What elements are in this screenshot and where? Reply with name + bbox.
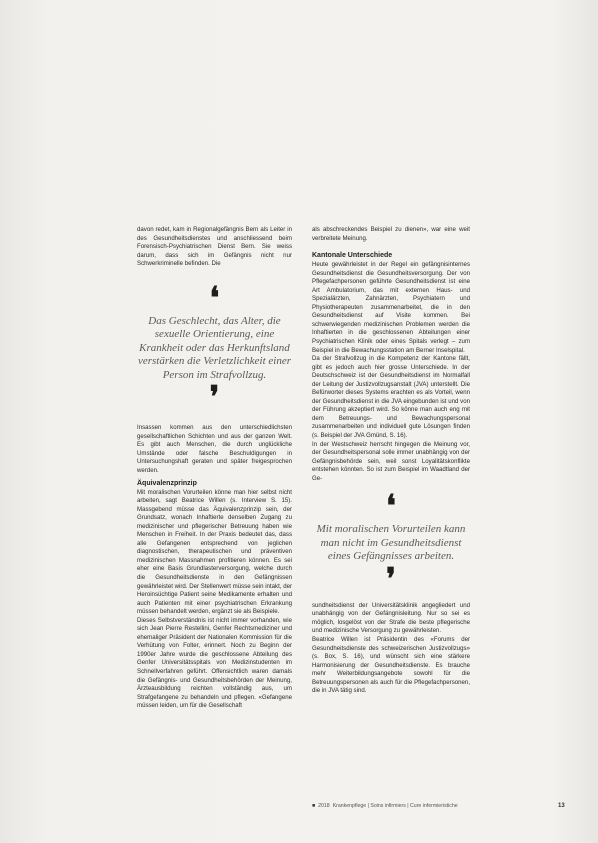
right-body-paragraph-1: Heute gewährleistet in der Regel ein gefängnisinternes Gesundheitsdienst die Gesundheitsversorgung. Der von Pflegefachpersonen geführte Gesundheitsdienst ist eine Art Ambulatorium, das mit externen Haus- und Spezialärzten, Zahnärzten, Psychiatern und Physiotherapeuten zusammenarbeitet, die in den Gesundheitsdienst auf Visite kommen. Bei schwerwiegenden medizinischen Problemen werden die Inhaftierten in die geschlossenen Abteilungen einer Psychiatrischen Klinik oder eines Spitals verlegt – zum Beispiel in die Bewachungsstation am Berner Inselspital. [312, 261, 470, 354]
pull-quote-text: Das Geschlecht, das Alter, die sexuelle Orientierung, eine Krankheit oder das Herkunftsland verstärken die Verletzlichkeit einer Person im Strafvollzug. [137, 314, 292, 381]
footer-bullet-icon: ■ [312, 803, 316, 809]
left-body-paragraph-2: Dieses Selbstverständnis ist nicht immer vorhanden, wie sich Jean Pierre Restellini, Genfer Rechtsmediziner und ehemaliger Präsident der Nationalen Kommission für die Verhütung von Folter, erinnert. Noch zu Beginn der 1990er Jahre wurde die geschlossene Abteilung des Genfer Universitätsspitals von Medizinstudenten im Schnellverfahren geführt. Offensichtlich waren damals die Gefängnis- und Gesundheitsbehörden der Meinung, Ärzteausbildung reichten vollständig aus, um Strafgefangene zu behandeln und pflegen. «Gefangene müssen leiden, um für die Gesellschaft [137, 616, 292, 710]
section-heading-kantonale-unterschiede: Kantonale Unterschiede [312, 252, 393, 260]
right-body-paragraph-2: Da der Strafvollzug in die Kompetenz der Kantone fällt, gibt es jedoch auch hier grosse Unterschiede. In der Deutschschweiz ist der Gesundheitsdienst im Normalfall der Leitung der Justizvollzugsanstalt (JVA) unterstellt. Die Befürworter dieses Systems erachten es als Vorteil, wenn der Gesundheitsdienst in die JVA eingebunden ist und von der Führung akzeptiert wird. So könne man auch eng mit dem Betreuungs- und Bewachungspersonal zusammenarbeiten und individuell gute Lösungen finden (s. Beispiel der JVA Gmünd, S. 16). [312, 355, 470, 440]
right-body-paragraph-4: sundheitsdienst der Universitätsklinik angegliedert und unabhängig von der Gefängnisleitung. Nur so sei es möglich, losgelöst von der Strafe die beste pflegerische und medizinische Versorgung zu gewährleisten. [312, 601, 470, 635]
pull-quote-right [316, 489, 466, 597]
close-quote-icon: ❜ [209, 380, 220, 416]
page-number: 13 [558, 803, 565, 809]
left-column [137, 226, 292, 711]
left-body-paragraph-1: Mit moralischen Vorurteilen könne man hier selbst nicht arbeiten, sagt Beatrice Willen (s. Interview S. 15). Massgebend müsse das Äquivalenzprinzip sein, der Grundsatz, wonach Inhaftierte denselben Zugang zu medizinischer und pflegerischer Betreuung haben wie Menschen in Freiheit. In der Praxis bedeutet das, dass alle Gefangenen entsprechend von jeglichen diagnostischen, therapeutischen und präventiven medizinischen Massnahmen profitieren können. Es sei eher eine Basis Grundlasterversorgung, welche durch die Gesundheitsdienste in den Gefängnissen gewährleistet wird. Der Stellenwert müsse sein intakt, der Heroinsüchtige Patient seine Medikamente erhalten und auch Patienten mit einer psychiatrischen Erkrankung müssen behandelt werden, ergänzt sie als Beispiele. [137, 488, 292, 616]
footer-publication: Krankenpflege | Soins infirmiers | Cure infermieristiche [332, 803, 458, 809]
right-body-paragraph-3: In der Westschweiz herrscht hingegen die Meinung vor, der Gesundheitspersonal solle immer unabhängig von der Gefängnisbehörde sein, weil sonst Loyalitätskonflikte entstehen könnten. So ist zum Beispiel im Waadtland der Ge- [312, 440, 470, 482]
page-footer [312, 803, 572, 809]
right-intro-paragraph: als abschreckendes Beispiel zu dienen», war eine weit verbreitete Meinung. [312, 226, 470, 242]
pull-quote-text: Mit moralischen Vorurteilen kann man nicht im Gesundheitsdienst eines Gefängnisses arbeiten. [316, 523, 466, 563]
footer-issue: 2018 [318, 803, 330, 809]
left-after-quote-paragraph: Insassen kommen aus den unterschiedlichsten gesellschaftlichen Schichten und aus der ganzen Welt. Es gibt auch Menschen, die durch unglückliche Umstände oder falsche Beschuldigungen in Untersuchungshaft geraten und später freigesprochen werden. [137, 424, 292, 474]
right-column [312, 226, 470, 696]
section-heading-aequivalenzprinzip: Äquivalenzprinzip [137, 479, 197, 487]
open-quote-icon: ❛ [386, 489, 396, 525]
right-body-paragraph-5: Beatrice Willen ist Präsidentin des «Forums der Gesundheitsdienste des schweizerischen Justizvollzugs» (s. Box, S. 16), und wünscht sich eine stärkere Harmonisierung der Gesundheitsdienste. Es brauche mehr Weiterbildungsangebote sowohl für die Betreuungspersonen als auch für die Pflegefachpersonen, die in JVA tätig sind. [312, 636, 470, 695]
open-quote-icon: ❛ [209, 280, 220, 316]
left-intro-paragraph: davon redet, kam in Regionalgefängnis Bern als Leiter in des Gesundheitsdienstes und anschliessend beim Forensisch-Psychiatrischen Dienst Bern. Sie weiss darum, dass sich im Gefängnis nicht nur Schwerkriminelle befinden. Die [137, 226, 292, 268]
close-quote-icon: ❜ [386, 561, 396, 597]
pull-quote-left [137, 280, 292, 416]
